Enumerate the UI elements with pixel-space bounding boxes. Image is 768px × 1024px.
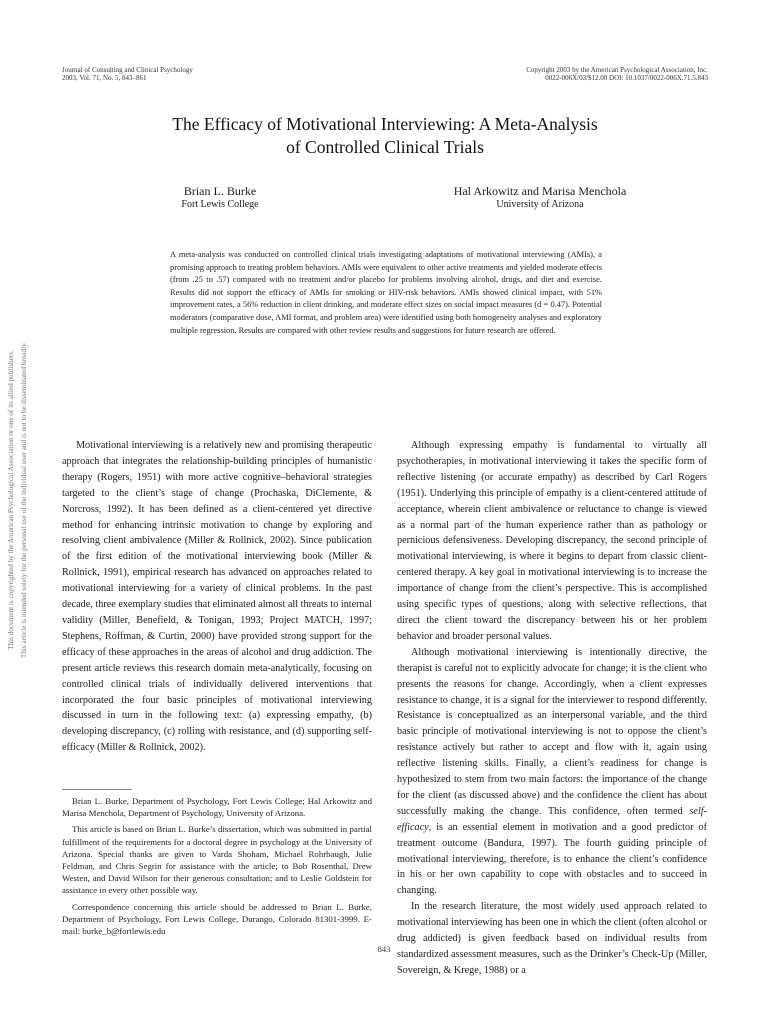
- body-column-right: [397, 438, 707, 979]
- body-paragraph: Motivational interviewing is a relatively new and promising therapeutic approach that integrates the relationship-building principles of humanistic therapy (Rogers, 1951) with more active cognitive–behavioral strategies targeted to the client’s stage of change (Prochaska, DiClemente, & Norcross, 1992). It has been defined as a client-centered yet directive method for enhancing intrinsic motivation to change by exploring and resolving client ambivalence (Miller & Rollnick, 2002). Since publication of the first edition of the motivational interviewing book (Miller & Rollnick, 1991), empirical research has advanced on approaches related to motivational interviewing for a variety of clinical problems. In the past decade, three exemplary studies that eliminated almost all threats to internal validity (Miller, Benefield, & Tonigan, 1993; Project MATCH, 1997; Stephens, Roffman, & Curtin, 2000) have provided strong support for the efficacy of these approaches in the areas of alcohol and drug addiction. The present article reviews this research domain meta-analytically, focusing on controlled clinical trials of individually delivered interventions that incorporated the four basic principles of motivational interviewing discussed in turn in the following text: (a) expressing empathy, (b) developing discrepancy, (c) rolling with resistance, and (d) supporting self-efficacy (Miller & Rollnick, 2002).: [62, 440, 372, 754]
- abstract: A meta-analysis was conducted on controlled clinical trials investigating adaptations of motivational interviewing (AMIs), a promising approach to treating problem behaviors. AMIs were equivalent to other active treatments and yielded moderate effects (from .25 to .57) compared with no treatment and/or placebo for problems involving alcohol, drugs, and diet and exercise. Results did not support the efficacy of AMIs for smoking or HIV-risk behaviors. AMIs showed clinical impact, with 51% improvement rates, a 56% reduction in client drinking, and moderate effect sizes on social impact measures (d = 0.47). Potential moderators (comparative dose, AMI format, and problem area) were identified using both homogeneity analyses and exploratory multiple regression. Results are compared with other review results and suggestions for future research are offered.: [170, 250, 602, 335]
- body-paragraph: [397, 645, 707, 900]
- footnote-acknowledgments: This article is based on Brian L. Burke’s dissertation, which was submitted in partial fulfillment of the requirements for a doctoral degree in psychology at the University of Arizona. Special thanks are given to Varda Shoham, Michael Rohrbaugh, Julie Feldman, and Chris Segrin for assistance with the article; to Bob Rosenthal, Drew Westen, and David Wilson for their generous consultation; and to Leslie Goldstein for assistance in every other possible way.: [62, 824, 372, 896]
- doi-line: 0022-006X/03/$12.00 DOI: 10.1037/0022-006X.71.5.843: [545, 74, 708, 82]
- journal-name: Journal of Consulting and Clinical Psychology: [62, 66, 193, 74]
- author-block-1: [150, 184, 290, 211]
- paragraph-text: , is an essential element in motivation and a good predictor of treatment outcome (Bandura, 1997). The fourth guiding principle of motivational interviewing, therefore, is to enhance the client’s confidence in his or her own capability to cope with obstacles and to succeed in changing.: [397, 821, 707, 897]
- author-block-2: [445, 184, 635, 211]
- body-paragraph: Although expressing empathy is fundamental to virtually all psychotherapies, in motivational interviewing it takes the specific form of reflective listening (or accurate empathy) as described by Carl Rogers (1951). Underlying this principle of empathy is a client-centered attitude of acceptance, wherein client ambivalence or reluctance to change is viewed as a normal part of the human experience rather than as pathology or pernicious defensiveness. Developing discrepancy, the second principle of motivational interviewing, is where it begins to depart from classic client-centered therapy. A key goal in motivational interviewing is to increase the importance of change from the client’s perspective. This is accomplished using specific types of questions, along with selective reflections, that direct the client toward the discrepancy between his or her problem behavior and broader personal values.: [397, 440, 707, 642]
- body-paragraph: In the research literature, the most widely used approach related to motivational interviewing has been one in which the client (often alcohol or drug addicted) is given feedback based on individual results from standardized assessment measures, such as the Drinker’s Check-Up (Miller, Sovereign, & Krege, 1988) or a: [397, 901, 707, 976]
- author-note: [62, 795, 372, 941]
- footnote-correspondence: Correspondence concerning this article should be addressed to Brian L. Burke, Department of Psychology, Fort Lewis College, Durango, Colorado 81301-3999. E-mail: burke_b@fortlewis.edu: [62, 901, 372, 937]
- author-name: Brian L. Burke: [183, 184, 257, 198]
- author-affiliation: Fort Lewis College: [181, 199, 259, 210]
- journal-volume: 2003, Vol. 71, No. 5, 843–861: [62, 74, 147, 82]
- copyright-notice: [526, 66, 708, 82]
- journal-citation: [62, 66, 193, 82]
- author-name: Hal Arkowitz and Marisa Menchola: [453, 184, 627, 198]
- body-column-left: [62, 438, 372, 756]
- footnote-affiliations: Brian L. Burke, Department of Psychology, Fort Lewis College; Hal Arkowitz and Marisa Menchola, Department of Psychology, University of Arizona.: [62, 796, 372, 819]
- title-line-1: The Efficacy of Motivational Interviewing: A Meta-Analysis: [172, 114, 598, 134]
- copyright-line: Copyright 2003 by the American Psychological Association, Inc.: [526, 66, 708, 74]
- article-title: [62, 113, 708, 159]
- paragraph-text: Although motivational interviewing is intentionally directive, the therapist is careful not to explicitly advocate for change; it is the client who presents the reasons for change. Accordingly, when a client expresses resistance to change, it is a signal for the interviewer to respond differently. Resistance is conceptualized as an interpersonal variable, and the third basic principle of motivational interviewing is not to oppose the client’s resistance actively but rather to accept and flow with it, again using reflective listening skills. Finally, a client’s readiness for change is hypothesized to stem from two main factors: the importance of the change for the client (as discussed above) and the confidence the client has about successfully making the change. This confidence, often termed: [397, 646, 707, 817]
- side-notice-line-1: This document is copyrighted by the American Psychological Association or one of its allied publishers.: [7, 350, 15, 650]
- copyright-side-notice: [5, 280, 33, 720]
- title-line-2: of Controlled Clinical Trials: [286, 137, 484, 157]
- side-notice-line-2: This article is intended solely for the personal use of the individual user and is not to be disseminated broadly.: [20, 341, 28, 659]
- author-affiliation: University of Arizona: [496, 199, 584, 210]
- page-number: 843: [377, 944, 391, 954]
- footnote-divider: [62, 789, 132, 790]
- italic-term: self-efficacy: [397, 805, 707, 833]
